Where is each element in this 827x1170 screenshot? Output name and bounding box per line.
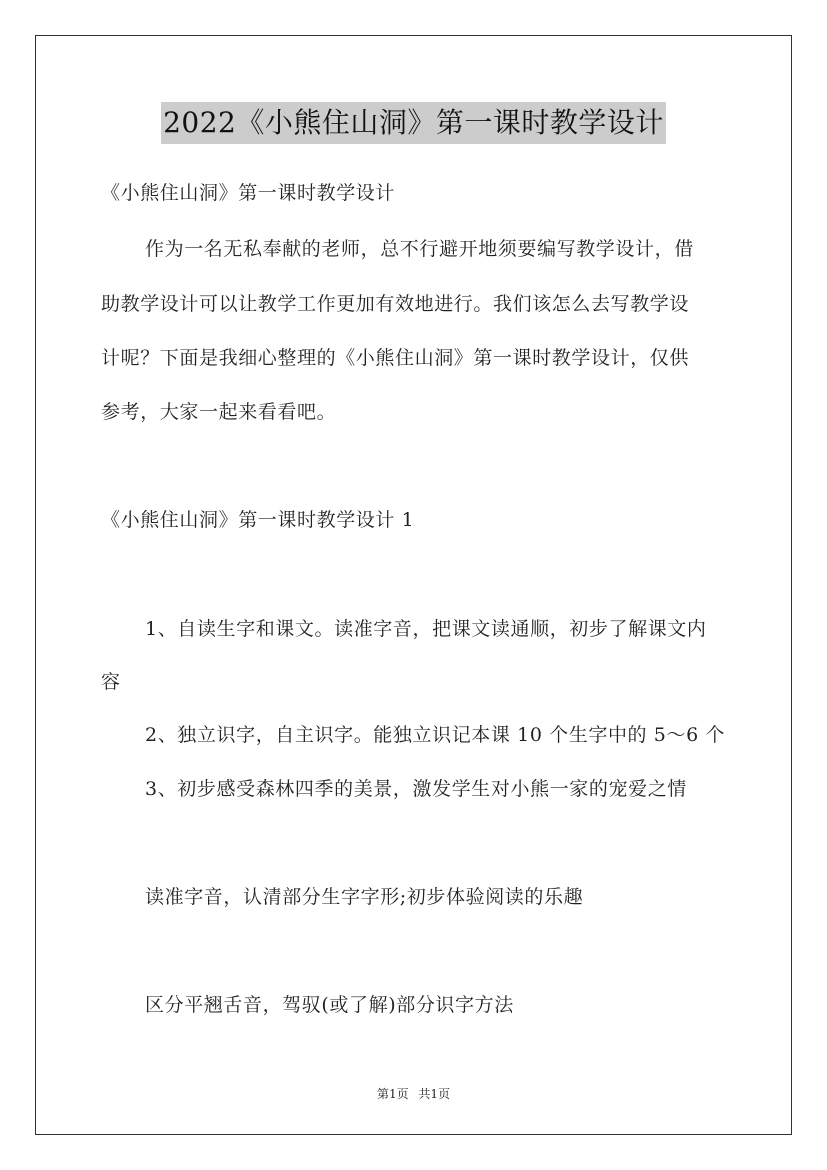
objective-line-1-cont: 容 <box>101 671 121 693</box>
page-footer <box>0 1085 827 1102</box>
current-page: 第1页 <box>376 1087 409 1101</box>
intro-line-3: 计呢？下面是我细心整理的《小熊住山洞》第一课时教学设计，仅供 <box>101 347 690 369</box>
document-title: 2022《小熊住山洞》第一课时教学设计 <box>161 102 666 144</box>
intro-line-1: 作为一名无私奉献的老师，总不行避开地须要编写教学设计，借 <box>145 238 694 260</box>
document-subtitle: 《小熊住山洞》第一课时教学设计 <box>101 182 396 204</box>
title-wrap <box>0 102 827 144</box>
objective-line-2: 2、独立识字，自主识字。能独立识记本课 10 个生字中的 5～6 个 <box>145 724 726 746</box>
objective-line-3: 3、初步感受森林四季的美景，激发学生对小熊一家的宠爱之情 <box>145 778 687 800</box>
key-point: 读准字音，认清部分生字字形;初步体验阅读的乐趣 <box>145 886 584 908</box>
objective-line-1: 1、自读生字和课文。读准字音，把课文读通顺，初步了解课文内 <box>145 618 707 640</box>
intro-line-2: 助教学设计可以让教学工作更加有效地进行。我们该怎么去写教学设 <box>101 293 690 315</box>
section-heading: 《小熊住山洞》第一课时教学设计 1 <box>101 509 415 531</box>
total-pages: 共1页 <box>418 1087 451 1101</box>
difficulty-point: 区分平翘舌音，驾驭(或了解)部分识字方法 <box>145 994 514 1016</box>
intro-line-4: 参考，大家一起来看看吧。 <box>101 401 337 423</box>
